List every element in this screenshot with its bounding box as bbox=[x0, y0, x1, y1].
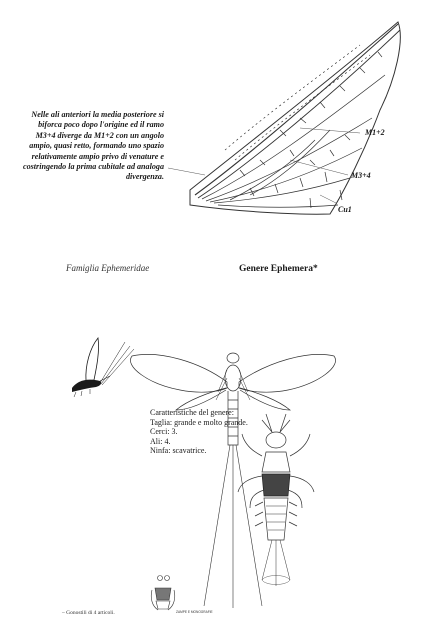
feature-size: Taglia: grande e molto grande. bbox=[150, 417, 248, 427]
vein-label-cu1: Cu1 bbox=[338, 205, 352, 214]
features-heading: Caratteristiche del genere: bbox=[150, 408, 234, 417]
gonostyle-drawing bbox=[151, 576, 175, 611]
feature-wings: Ali: 4. bbox=[150, 436, 171, 446]
resting-mayfly-drawing bbox=[72, 338, 134, 397]
leader-lines bbox=[168, 128, 360, 203]
feature-cerci: Cerci: 3. bbox=[150, 427, 178, 437]
feature-nymph: Ninfa: scavatrice. bbox=[150, 446, 207, 456]
genus-heading: Genere Ephemera* bbox=[239, 264, 318, 274]
genus-features bbox=[150, 408, 280, 456]
footnote: – Gonostili di 4 articoli. bbox=[62, 610, 115, 616]
mini-label: ZAMPE E MONOGRAFIE bbox=[176, 610, 213, 614]
wing-drawing bbox=[190, 22, 400, 214]
vein-label-m34: M3+4 bbox=[351, 171, 371, 180]
family-heading: Famiglia Ephemeridae bbox=[66, 263, 150, 273]
wing-venation-caption: Nelle ali anteriori la media posteriore si biforca poco dopo l'origine ed il ramo M3+4 diverge da M1+2 con un angolo ampio, quasi retto, formando uno spazio relativamente ampio privo di venature e costringendo la prima cubitale ad analoga divergenza. bbox=[23, 110, 164, 182]
vein-label-m12: M1+2 bbox=[365, 128, 385, 137]
